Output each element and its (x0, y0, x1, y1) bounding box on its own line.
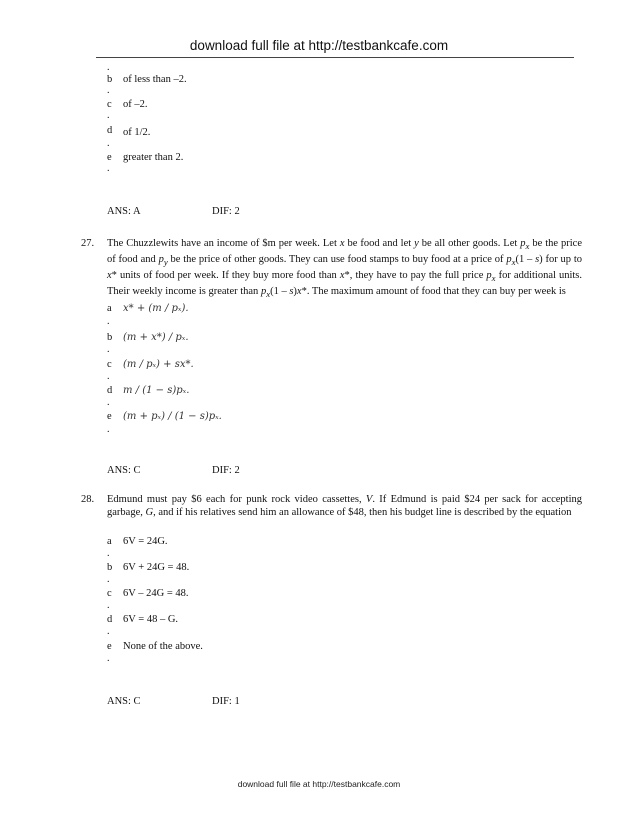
difficulty-label: DIF: 2 (212, 206, 240, 217)
choice-letter: d (107, 385, 113, 396)
page-footer: download full file at http://testbankcafe.com (237, 779, 401, 789)
choice-dot: . (107, 548, 110, 559)
choice-dot: . (107, 316, 110, 327)
formula-image: (m + x*) / pₓ. (123, 332, 189, 343)
choice-text: of less than –2. (123, 74, 187, 85)
choice-letter: e (107, 152, 112, 163)
choice-text: greater than 2. (123, 152, 184, 163)
choice-letter: d (107, 125, 113, 136)
choice-dot: . (107, 62, 110, 73)
answer-label: ANS: C (107, 696, 141, 707)
formula-image: x* + (m / pₓ). (123, 303, 189, 314)
choice-letter: d (107, 614, 113, 625)
choice-dot: . (107, 344, 110, 355)
difficulty-label: DIF: 1 (212, 696, 240, 707)
choice-letter: b (107, 332, 113, 343)
choice-dot: . (107, 138, 110, 149)
choice-text: of –2. (123, 99, 148, 110)
choice-text: 6V – 24G = 48. (123, 588, 189, 599)
choice-letter: c (107, 359, 112, 370)
choice-letter: b (107, 74, 113, 85)
formula-image: m / (1 − s)pₓ. (123, 385, 190, 396)
difficulty-label: DIF: 2 (212, 465, 240, 476)
choice-dot: . (107, 397, 110, 408)
choice-dot: . (107, 653, 110, 664)
choice-dot: . (107, 163, 110, 174)
choice-text: None of the above. (123, 641, 203, 652)
choice-letter: a (107, 303, 112, 314)
choice-dot: . (107, 371, 110, 382)
question-stem: The Chuzzlewits have an income of $m per week. Let x be food and let y be all other goods. Let $p_x$ be the price of food and $p_y$ be the price of other goods. They can use food stamps to buy food at a price of $p_x(1 - s)$ for up to x* units of food per week. If they buy more food than x*, they have to pay the full price $p_x$ for additional units. Their weekly income is greater than $p_x(1 - s)x*$. The maximum amount of food that they can buy per week is (107, 238, 582, 300)
choice-dot: . (107, 600, 110, 611)
page-header: download full file at http://testbankcafe.com (189, 38, 449, 53)
choice-dot: . (107, 424, 110, 435)
choice-text: 6V = 24G. (123, 536, 168, 547)
answer-label: ANS: A (107, 206, 141, 217)
choice-dot: . (107, 626, 110, 637)
choice-dot: . (107, 85, 110, 96)
choice-letter: e (107, 641, 112, 652)
question-stem: Edmund must pay $6 each for punk rock video cassettes, V. If Edmund is paid $24 per sack for accepting garbage, G, and if his relatives send him an allowance of $48, then his budget line is described by the equation (107, 494, 582, 518)
choice-text: 6V = 48 – G. (123, 614, 179, 625)
choice-dot: . (107, 574, 110, 585)
choice-text: 6V + 24G = 48. (123, 562, 190, 573)
choice-letter: c (107, 99, 112, 110)
header-rule (96, 57, 574, 58)
choice-letter: c (107, 588, 112, 599)
choice-letter: b (107, 562, 113, 573)
choice-dot: . (107, 110, 110, 121)
formula-image: (m / pₓ) + sx*. (123, 359, 194, 370)
question-number: 27. (81, 238, 95, 249)
choice-letter: a (107, 536, 112, 547)
formula-image: (m + pₓ) / (1 − s)pₓ. (123, 411, 222, 422)
answer-label: ANS: C (107, 465, 141, 476)
choice-text: of 1/2. (123, 127, 151, 138)
question-number: 28. (81, 494, 95, 505)
choice-letter: e (107, 411, 112, 422)
